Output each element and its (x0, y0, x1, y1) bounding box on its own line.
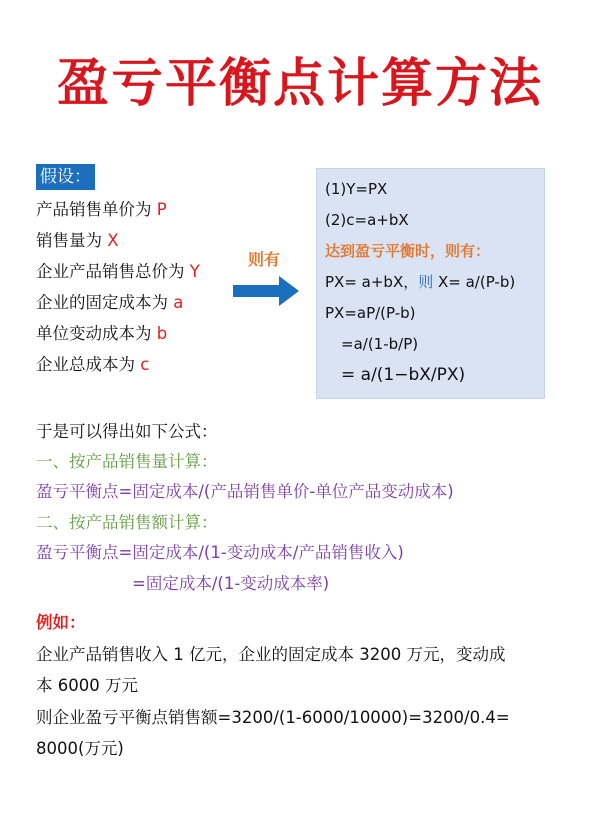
example-text: 8000(万元) (36, 739, 124, 758)
item-text: 单位变动成本为 (36, 324, 157, 343)
formula-part: 则 (418, 273, 434, 291)
formulas-intro: 于是可以得出如下公式： (36, 422, 218, 441)
formula-text: =固定成本/(1-变动成本率) (132, 574, 330, 593)
item-var: Y (189, 262, 200, 281)
item-var: a (173, 293, 184, 312)
assumption-item (36, 200, 167, 220)
item-var: b (156, 324, 168, 343)
formula-box (316, 168, 545, 399)
formula-line (325, 272, 515, 292)
method-heading: 二、按产品销售额计算： (36, 513, 218, 532)
formula-line: = a/(1−bX/PX) (341, 365, 466, 385)
assumption-item (36, 231, 119, 251)
example-text: 企业产品销售收入 1 亿元，企业的固定成本 3200 万元，变动成 (36, 645, 506, 664)
item-text: 企业产品销售总价为 (36, 262, 190, 281)
formula-text: 盈亏平衡点=固定成本/(产品销售单价-单位产品变动成本) (36, 482, 454, 501)
formula-line: (2)c=a+bX (325, 211, 409, 229)
item-text: 销售量为 (36, 231, 108, 250)
assumption-heading: 假设： (36, 164, 95, 190)
page-title: 盈亏平衡点计算方法 (56, 54, 543, 114)
arrow-label: 则有 (248, 250, 281, 269)
formula-part: PX= a+bX， (325, 273, 419, 291)
formula-line: 达到盈亏平衡时，则有： (325, 242, 491, 260)
assumption-item (36, 355, 149, 375)
formula-line: (1)Y=PX (325, 180, 388, 198)
example-text: 本 6000 万元 (36, 676, 138, 695)
item-var: X (107, 231, 119, 250)
formula-part: X= a/(P-b) (433, 273, 516, 291)
item-var: P (156, 200, 167, 219)
formula-line: =a/(1-b/P) (341, 335, 419, 353)
assumption-item (36, 293, 183, 313)
item-text: 企业的固定成本为 (36, 293, 174, 312)
example-text: 则企业盈亏平衡点销售额=3200/(1-6000/10000)=3200/0.4= (36, 708, 510, 727)
assumption-item (36, 324, 167, 344)
item-text: 产品销售单价为 (36, 200, 157, 219)
method-heading: 一、按产品销售量计算： (36, 452, 218, 471)
formula-line: PX=aP/(P-b) (325, 304, 416, 322)
assumption-item (36, 262, 200, 282)
item-text: 企业总成本为 (36, 355, 141, 374)
item-var: c (140, 355, 150, 374)
example-heading: 例如： (36, 613, 86, 632)
right-arrow-icon (233, 276, 299, 306)
formula-text: 盈亏平衡点=固定成本/(1-变动成本/产品销售收入) (36, 543, 404, 562)
